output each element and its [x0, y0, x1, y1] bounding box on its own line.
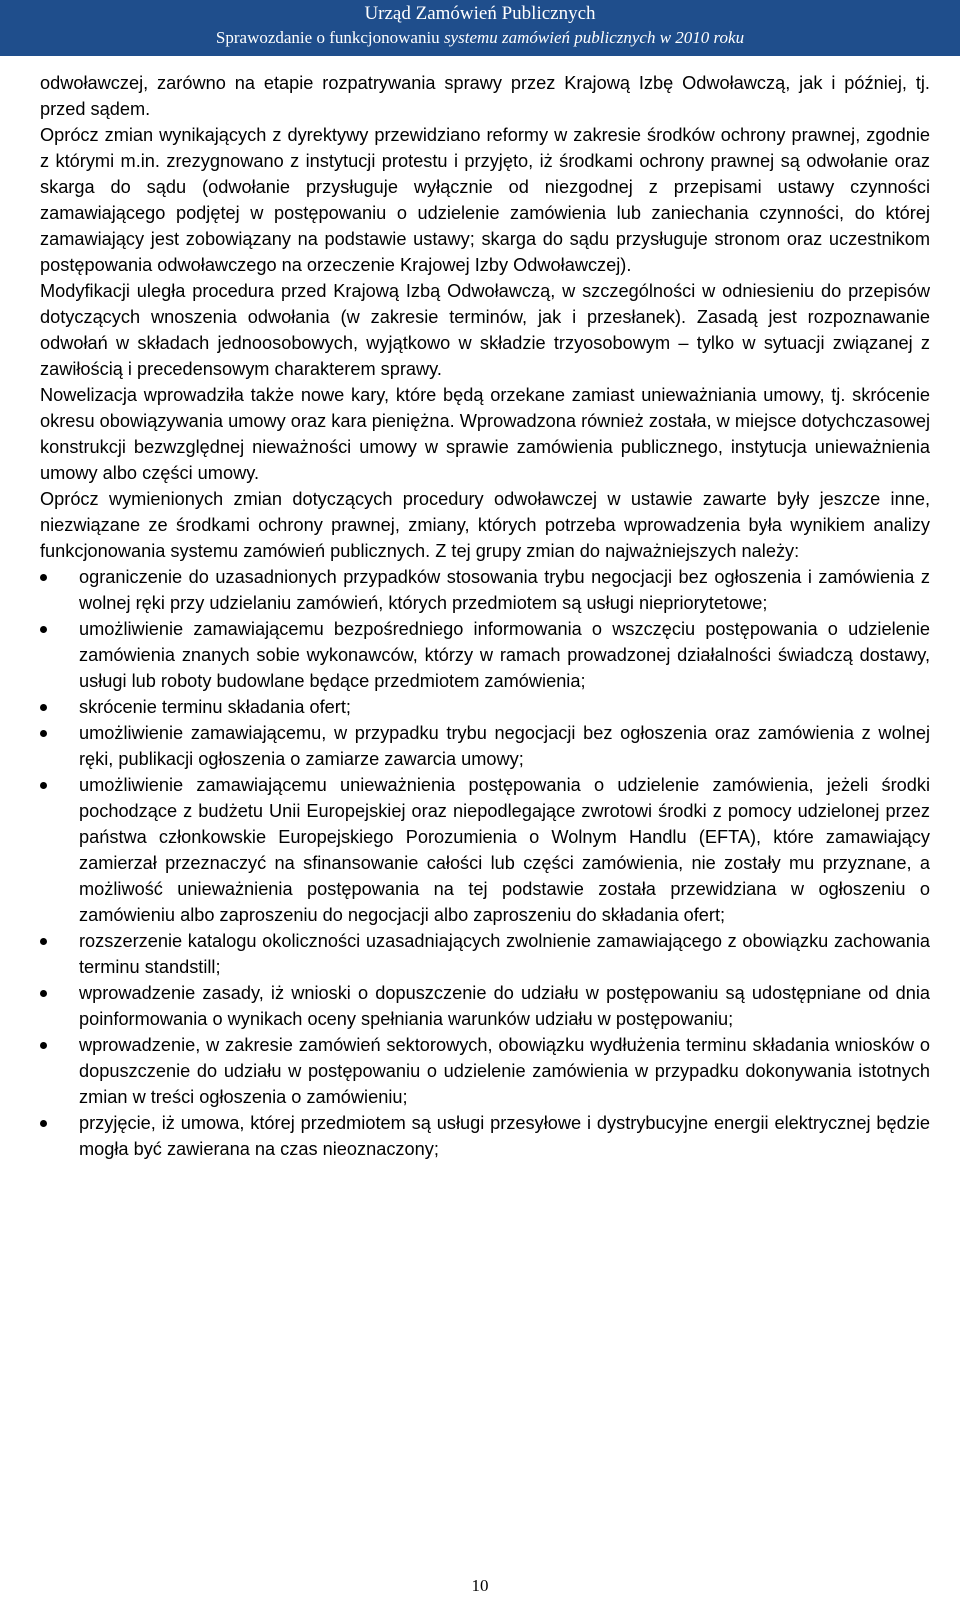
- list-item-text: umożliwienie zamawiającemu bezpośredniego informowania o wszczęciu postępowania o udzielenie zamówienia znanych sobie wykonawców, którzy w ramach prowadzonej działalności świadczą dostawy, usługi lub roboty budowlane będące przedmiotem zamówienia;: [79, 619, 930, 691]
- list-item: [40, 616, 930, 694]
- list-item-text: skrócenie terminu składania ofert;: [79, 697, 351, 717]
- paragraph: Modyfikacji uległa procedura przed Krajową Izbą Odwoławczą, w szczególności w odniesieniu do przepisów dotyczących wnoszenia odwołania (w zakresie terminów, jak i przesłanek). Zasadą jest rozpoznawanie odwołań w składach jednoosobowych, wyjątkowo w składzie trzyosobowym – tylko w sytuacji związanej z zawiłością i precedensowym charakterem sprawy.: [40, 281, 930, 379]
- bullet-icon: [40, 574, 47, 581]
- bullet-icon: [40, 730, 47, 737]
- paragraph: odwoławczej, zarówno na etapie rozpatrywania sprawy przez Krajową Izbę Odwoławczą, jak i później, tj. przed sądem.: [40, 73, 930, 119]
- list-item-text: rozszerzenie katalogu okoliczności uzasadniających zwolnienie zamawiającego z obowiązku zachowania terminu standstill;: [79, 931, 930, 977]
- bullet-icon: [40, 1120, 47, 1127]
- bullet-list: [40, 564, 930, 1162]
- header-subtitle-part1: Sprawozdanie o funkcjonowaniu: [215, 28, 444, 47]
- list-item: [40, 1110, 930, 1162]
- bullet-icon: [40, 704, 47, 711]
- list-item-text: wprowadzenie zasady, iż wnioski o dopuszczenie do udziału w postępowaniu są udostępniane od dnia poinformowania o wynikach oceny spełniania warunków udziału w postępowaniu;: [79, 983, 930, 1029]
- bullet-icon: [40, 626, 47, 633]
- header-title: Urząd Zamówień Publicznych: [364, 3, 596, 24]
- list-item: [40, 772, 930, 928]
- document-body: [40, 70, 930, 1162]
- list-item: [40, 694, 930, 720]
- list-item-text: wprowadzenie, w zakresie zamówień sektorowych, obowiązku wydłużenia terminu składania wniosków o dopuszczenie do udziału w postępowaniu o udzielenie zamówienia w przypadku dokonywania istotnych zmian w treści ogłoszenia o zamówieniu;: [79, 1035, 930, 1107]
- paragraph: Oprócz wymienionych zmian dotyczących procedury odwoławczej w ustawie zawarte były jeszcze inne, niezwiązane ze środkami ochrony prawnej, zmiany, których potrzeba wprowadzenia była wynikiem analizy funkcjonowania systemu zamówień publicznych. Z tej grupy zmian do najważniejszych należy:: [40, 489, 930, 561]
- bullet-icon: [40, 938, 47, 945]
- list-item: [40, 720, 930, 772]
- bullet-icon: [40, 990, 47, 997]
- list-item: [40, 980, 930, 1032]
- list-item-text: ograniczenie do uzasadnionych przypadków stosowania trybu negocjacji bez ogłoszenia i zamówienia z wolnej ręki przy udzielaniu zamówień, których przedmiotem są usługi niepriorytetowe;: [79, 567, 930, 613]
- paragraph: Oprócz zmian wynikających z dyrektywy przewidziano reformy w zakresie środków ochrony prawnej, zgodnie z którymi m.in. zrezygnowano z instytucji protestu i przyjęto, iż środkami ochrony prawnej są odwołanie oraz skarga do sądu (odwołanie przysługuje wyłącznie od niezgodnej z przepisami ustawy czynności zamawiającego podjętej w postępowaniu o udzielenie zamówienia lub zaniechania czynności, do której zamawiający jest zobowiązany na podstawie ustawy; skarga do sądu przysługuje stronom oraz uczestnikom postępowania odwoławczego na orzeczenie Krajowej Izby Odwoławczej).: [40, 125, 930, 275]
- list-item: [40, 564, 930, 616]
- list-item: [40, 928, 930, 980]
- header-subtitle: [0, 27, 960, 49]
- bullet-icon: [40, 1042, 47, 1049]
- bullet-icon: [40, 782, 47, 789]
- header-subtitle-part2: systemu zamówień publicznych w 2010 roku: [443, 28, 745, 47]
- list-item-text: przyjęcie, iż umowa, której przedmiotem są usługi przesyłowe i dystrybucyjne energii elektrycznej będzie mogła być zawierana na czas nieoznaczony;: [79, 1113, 930, 1159]
- paragraph: Nowelizacja wprowadziła także nowe kary, które będą orzekane zamiast unieważniania umowy, tj. skrócenie okresu obowiązywania umowy oraz kara pieniężna. Wprowadzona również została, w miejsce dotychczasowej konstrukcji bezwzględnej nieważności umowy w sprawie zamówienia publicznego, instytucja unieważnienia umowy albo części umowy.: [40, 385, 930, 483]
- list-item-text: umożliwienie zamawiającemu unieważnienia postępowania o udzielenie zamówienia, jeżeli środki pochodzące z budżetu Unii Europejskiej oraz niepodlegające zwrotowi środki z pomocy udzielonej przez państwa członkowskie Europejskiego Porozumienia o Wolnym Handlu (EFTA), które zamawiający zamierzał przeznaczyć na sfinansowanie całości lub części zamówienia, nie zostały mu przyznane, a możliwość unieważnienia postępowania na tej podstawie została przewidziana w ogłoszeniu o zamówieniu albo zaproszeniu do negocjacji albo zaproszeniu do składania ofert;: [79, 775, 930, 925]
- page-header: [0, 0, 960, 56]
- list-item-text: umożliwienie zamawiającemu, w przypadku trybu negocjacji bez ogłoszenia oraz zamówienia z wolnej ręki, publikacji ogłoszenia o zamiarze zawarcia umowy;: [79, 723, 930, 769]
- page-number: 10: [471, 1576, 489, 1595]
- list-item: [40, 1032, 930, 1110]
